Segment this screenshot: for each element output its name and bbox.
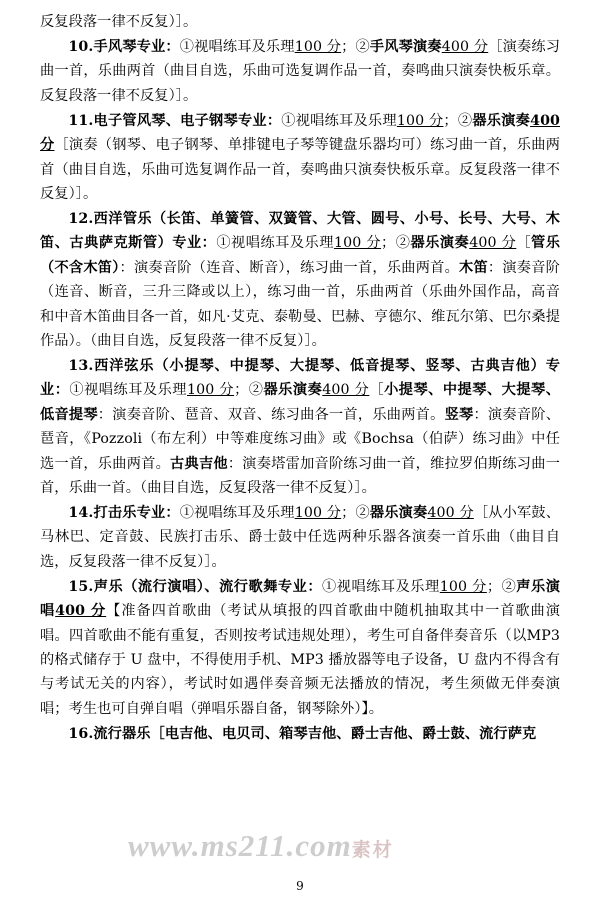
text-run: ［ [369,382,385,399]
p-item-16 [40,722,560,746]
text-run: ［从小军鼓、马林巴、定音鼓、民族打击乐、爵士鼓中任选两种乐器各演奏一首乐曲（曲目自选，反复段落一律不反复）］。 [40,504,560,570]
text-run: 11.电子管风琴、电子钢琴专业： [68,112,282,129]
text-run: ①视唱练耳及乐理 [322,578,440,595]
p-item-13 [40,354,560,501]
p-item-10 [40,35,560,108]
text-run: ：演奏音阶（连音、断音，三升三降或以上），练习曲一首，乐曲两首（乐曲外国作品，高音和中音木笛曲目各一首，如凡·艾克、泰勒曼、巴赫、亨德尔、维瓦尔第、巴尔桑提作品）。（曲目自选，反复段落一律不反复）］。 [40,259,560,349]
text-run: ［ [516,235,532,252]
text-run: ；② [341,504,370,521]
text-run: 400 分 [441,38,489,55]
p-item-11 [40,109,560,207]
text-run: 反复段落一律不反复）］。 [40,14,198,30]
text-run: 400 分 [469,235,517,252]
text-run: ［演奏（钢琴、电子钢琴、单排键电子琴等键盘乐器均可）练习曲一首，乐曲两首（曲目自选，乐曲可选复调作品一首，奏鸣曲只演奏快板乐章。反复段落一律不反复）］。 [40,137,560,202]
text-run: 100 分 [186,382,235,399]
text-run: 100 分 [294,504,342,521]
text-run: ；② [341,38,370,55]
p-continuation [40,10,560,34]
text-run: 器乐演奏 [263,382,323,399]
text-run: ；② [443,112,473,129]
text-run: 400 分 [55,603,107,620]
text-run: 小提琴、中提琴、大提琴、低音提琴 [40,382,561,423]
text-run: ；② [486,578,517,595]
text-run: 400 分 [427,504,474,521]
p-item-14 [40,501,560,574]
text-run: 100 分 [294,38,342,55]
text-run: 12.西洋管乐（长笛、单簧管、双簧管、大管、圆号、小号、长号、大号、木笛、古典萨克斯管）专业： [40,210,560,252]
text-run: 器乐演奏 [410,235,470,252]
text-run: ：演奏塔雷加音阶练习曲一首，维拉罗伯斯练习曲一首，乐曲一首。（曲目自选，反复段落一律不反复）］。 [40,455,560,497]
page-number: 9 [296,879,304,893]
text-run: 100 分 [333,235,382,252]
text-run: ①视唱练耳及乐理 [179,504,295,521]
text-run: 手风琴演奏 [369,38,442,55]
text-run: 100 分 [439,578,487,595]
text-run: ：演奏音阶（连音、断音），练习曲一首，乐曲两首。 [119,259,460,276]
text-run: 13.西洋弦乐（小提琴、中提琴、大提琴、低音提琴、竖琴、古典吉他）专业： [40,357,560,399]
text-run: ①视唱练耳及乐理 [281,112,397,129]
text-run: ①视唱练耳及乐理 [69,382,187,399]
text-run: 14.打击乐专业： [68,504,180,521]
text-run: ：演奏音阶、琶音，《Pozzoli（布左利）中等难度练习曲》或《Bochsa（伯萨）练习曲》中任选一首，乐曲两首。 [40,406,560,472]
text-run: ；② [381,235,411,252]
document-body [40,10,560,746]
text-run: ①视唱练耳及乐理 [216,235,334,252]
text-run: 10.手风琴专业： [68,38,180,55]
p-item-15 [40,575,560,722]
text-run: 400 分 [40,112,561,154]
text-run: 声乐演唱 [40,578,560,620]
text-run: 古典吉他 [170,455,228,472]
text-run: ①视唱练耳及乐理 [179,38,295,55]
p-item-12 [40,207,560,354]
text-run: ：演奏音阶、琶音、双音、练习曲各一首，乐曲两首。 [97,406,445,423]
text-run: ；② [234,382,264,399]
watermark-tail: 素材 [351,840,394,861]
text-run: 电吉他、电贝司、箱琴吉他、爵士吉他、爵士鼓、流行萨克 [164,725,537,742]
text-run: 16.流行器乐［ [68,725,165,742]
watermark-main: www.ms211.com [128,828,352,863]
text-run: 15.声乐（流行演唱）、流行歌舞专业： [68,578,323,595]
text-run: 器乐演奏 [472,112,531,129]
text-run: 管乐（不含木笛） [40,235,561,276]
text-run: 100 分 [396,112,444,129]
text-run: 400 分 [322,382,370,399]
text-run: 木笛 [459,259,488,276]
text-run: 竖琴 [444,406,474,423]
watermark-text [128,828,394,864]
text-run: 器乐演奏 [369,504,428,521]
text-run: ［演奏练习曲一首，乐曲两首（曲目自选，乐曲可选复调作品一首，奏鸣曲只演奏快板乐章。反复段落一律不反复）］。 [40,38,560,104]
text-run: 【准备四首歌曲（考试从填报的四首歌曲中随机抽取其中一首歌曲演唱。四首歌曲不能有重复，否则按考试违规处理），考生可自备伴奏音乐（以MP3 的格式储存于 U 盘中，不得使用手机、MP3 播放器等电子设备，U 盘内不得含有与考试无关的内容），考试时如遇伴奏音频无法播放的情况，考生须做无伴奏演唱；考生也可自弹自唱（弹唱乐器自备，钢琴除外）】。 [40,603,560,717]
